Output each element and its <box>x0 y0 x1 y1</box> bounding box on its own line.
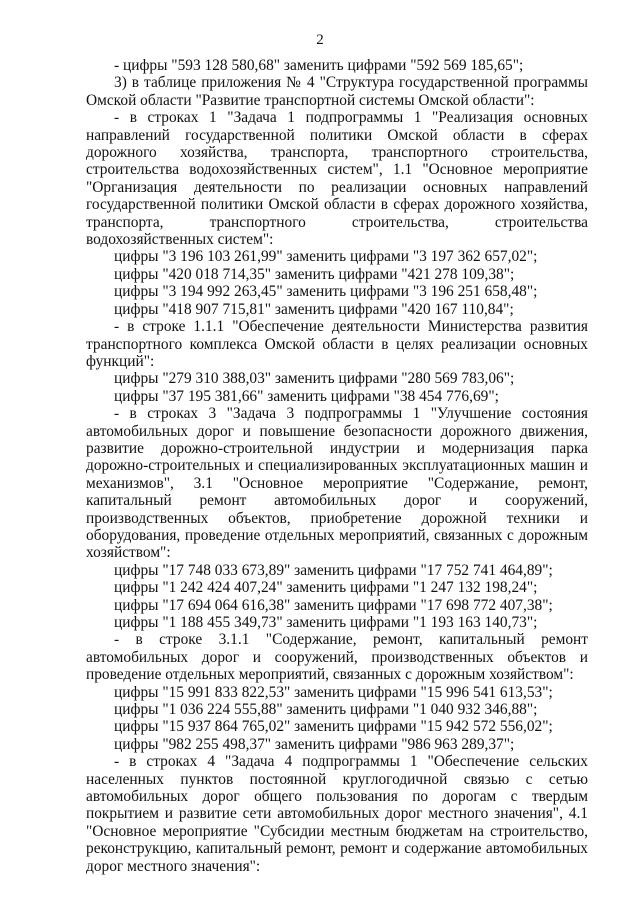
paragraph: цифры "1 242 424 407,24" заменить цифрами "1 247 132 198,24"; <box>114 579 538 597</box>
paragraph: цифры "17 748 033 673,89" заменить цифрами "17 752 741 464,89"; <box>114 561 553 579</box>
paragraph: цифры "3 194 992 263,45" заменить цифрами "3 196 251 658,48"; <box>114 283 538 301</box>
paragraph: - в строках 4 "Задача 4 подпрограммы 1 "Обеспечение сельских населенных пунктов постоянной круглогодичной связью с сетью автомобильных дорог общего пользования по дорогам с твердым покрытием и развитие сети автомобильных дорог местного значения", 4.1 "Основное мероприятие "Субсидии местным бюджетам на строительство, реконструкцию, капитальный ремонт, ремонт и содержание автомобильных дорог местного значения": <box>86 753 588 875</box>
paragraph: цифры "418 907 715,81" заменить цифрами "420 167 110,84"; <box>114 300 514 318</box>
paragraph: цифры "37 195 381,66" заменить цифрами "38 454 776,69"; <box>114 387 499 405</box>
paragraph: - в строках 1 "Задача 1 подпрограммы 1 "Реализация основных направлений государственной политики Омской области в сферах дорожного хозяйства, транспорта, транспортного строительства, строительства водохозяйственных систем", 1.1 "Основное мероприятие "Организация деятельности по реализации основных направлений государственной политики Омской области в сферах дорожного хозяйства, транспорта, транспортного строительства, строительства водохозяйственных систем": <box>86 109 588 249</box>
paragraph: цифры "3 196 103 261,99" заменить цифрами "3 197 362 657,02"; <box>114 248 538 266</box>
document-body <box>86 57 588 875</box>
paragraph: цифры "15 937 864 765,02" заменить цифрами "15 942 572 556,02"; <box>114 718 553 736</box>
paragraph: цифры "279 310 388,03" заменить цифрами "280 569 783,06"; <box>114 370 515 388</box>
paragraph: цифры "982 255 498,37" заменить цифрами "986 963 289,37"; <box>114 735 515 753</box>
paragraph: цифры "17 694 064 616,38" заменить цифрами "17 698 772 407,38"; <box>114 596 553 614</box>
paragraph: 3) в таблице приложения № 4 "Структура государственной программы Омской области "Развитие транспортной системы Омской области": <box>86 74 588 109</box>
paragraph: цифры "1 036 224 555,88" заменить цифрами "1 040 932 346,88"; <box>114 701 538 719</box>
paragraph: цифры "1 188 455 349,73" заменить цифрами "1 193 163 140,73"; <box>114 614 538 631</box>
paragraph: - в строках 3 "Задача 3 подпрограммы 1 "Улучшение состояния автомобильных дорог и повышение безопасности дорожного движения, развитие дорожно-строительной индустрии и модернизация парка дорожно-строительных и специализированных эксплуатационных машин и механизмов", 3.1 "Основное мероприятие "Содержание, ремонт, капитальный ремонт автомобильных дорог и сооружений, производственных объектов, приобретение дорожной техники и оборудования, проведение отдельных мероприятий, связанных с дорожным хозяйством": <box>86 405 588 562</box>
paragraph: цифры "15 991 833 822,53" заменить цифрами "15 996 541 613,53"; <box>114 683 553 701</box>
paragraph: - цифры "593 128 580,68" заменить цифрами "592 569 185,65"; <box>114 57 524 74</box>
paragraph: - в строке 1.1.1 "Обеспечение деятельности Министерства развития транспортного комплекса Омской области в целях реализации основных функций": <box>86 318 588 370</box>
page-number: 2 <box>316 32 324 48</box>
paragraph: - в строке 3.1.1 "Содержание, ремонт, капитальный ремонт автомобильных дорог и сооружений, производственных объектов и проведение отдельных мероприятий, связанных с дорожным хозяйством": <box>86 631 588 684</box>
paragraph: цифры "420 018 714,35" заменить цифрами "421 278 109,38"; <box>114 265 515 283</box>
